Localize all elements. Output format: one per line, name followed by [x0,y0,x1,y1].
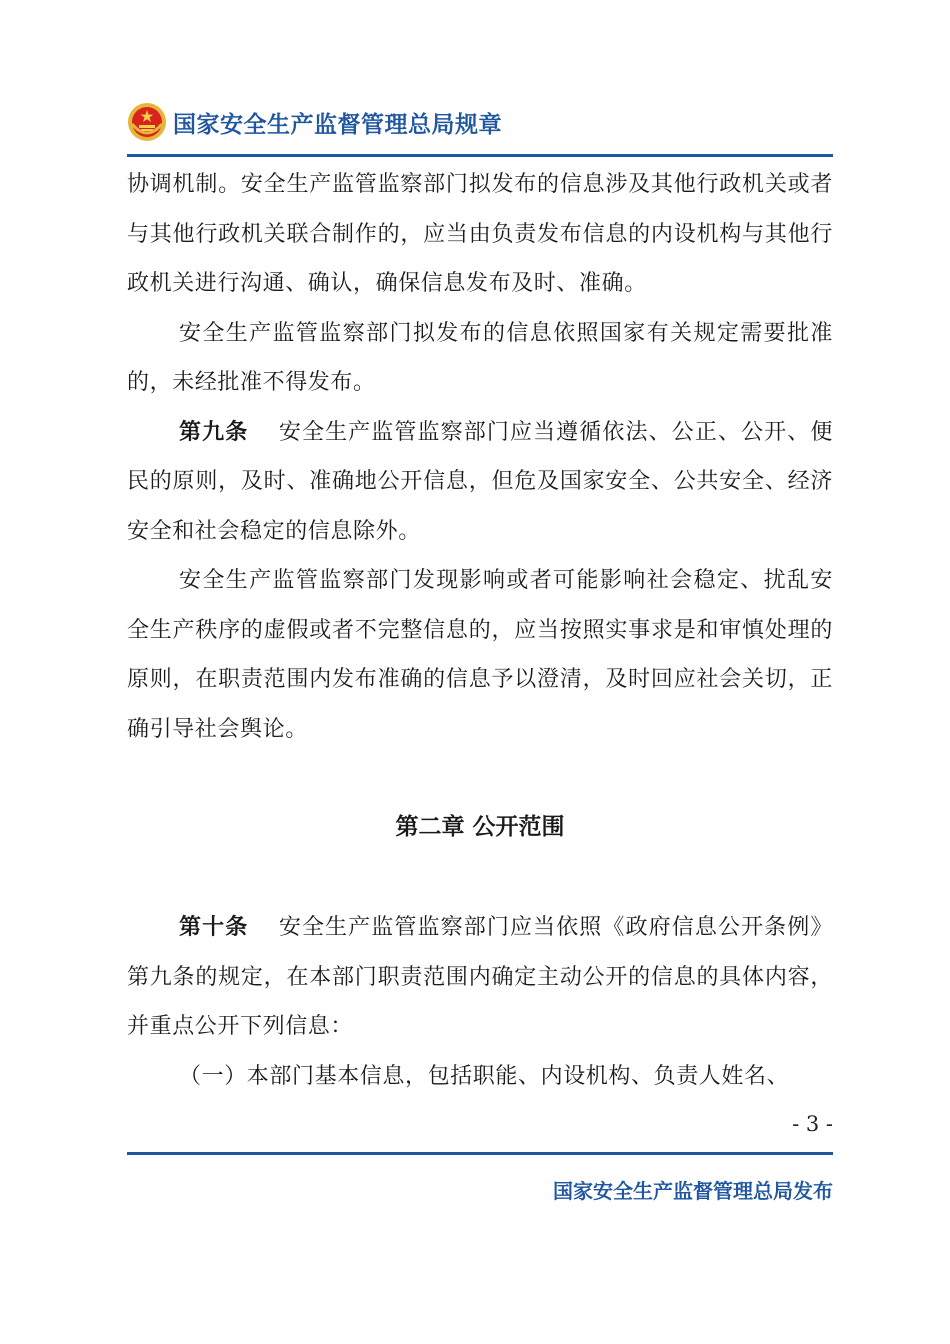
item-1: （一）本部门基本信息，包括职能、内设机构、负责人姓名、 [179,1063,790,1089]
article-9-text: 安全生产监管监察部门应当遵循依法、公正、公开、便民的原则，及时、准确地公开信息，但危及国家安全、公共安全、经济安全和社会稳定的信息除外。 [127,419,833,544]
article-body [127,160,833,754]
article-9-label: 第九条 [179,419,249,445]
chapter-2-body [127,903,833,1101]
paragraph-2: 安全生产监管监察部门拟发布的信息依照国家有关规定需要批准的，未经批准不得发布。 [127,320,833,395]
header-title: 国家安全生产监督管理总局规章 [173,111,502,138]
national-emblem-icon [127,102,167,142]
footer-divider [127,1152,833,1155]
page-number: - 3 - [792,1112,833,1136]
paragraph-4: 安全生产监管监察部门发现影响或者可能影响社会稳定、扰乱安全生产秩序的虚假或者不完整信息的，应当按照实事求是和审慎处理的原则，在职责范围内发布准确的信息予以澄清，及时回应社会关切，正确引导社会舆论。 [127,568,833,742]
article-10-label: 第十条 [179,915,249,940]
header-divider [127,154,833,157]
chapter-heading: 第二章 公开范围 [395,814,565,840]
article-9 [127,408,833,557]
article-10-text: 安全生产监管监察部门应当依照《政府信息公开条例》第九条的规定，在本部门职责范围内确定主动公开的信息的具体内容，并重点公开下列信息： [127,915,833,1039]
paragraph-1: 协调机制。安全生产监管监察部门拟发布的信息涉及其他行政机关或者与其他行政机关联合制作的，应当由负责发布信息的内设机构与其他行政机关进行沟通、确认，确保信息发布及时、准确。 [127,172,833,296]
page-header [127,100,502,144]
article-10 [127,903,833,1052]
footer-publisher: 国家安全生产监督管理总局发布 [553,1179,833,1203]
